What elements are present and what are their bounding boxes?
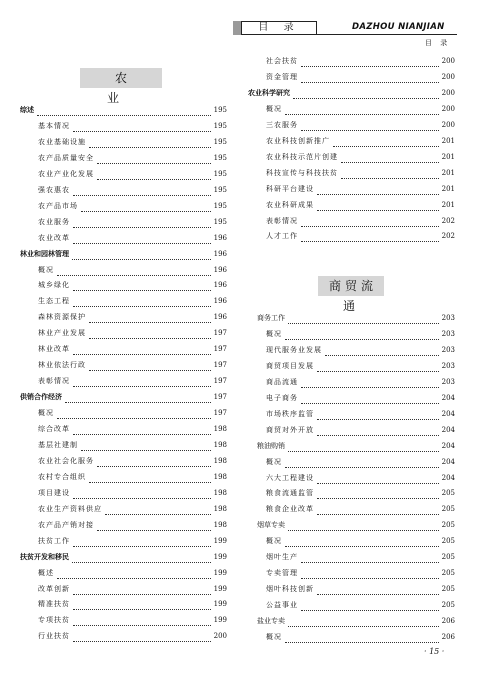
toc-entry xyxy=(38,265,227,276)
toc-entry xyxy=(266,56,455,67)
toc-entry xyxy=(38,584,227,595)
toc-entry-page: 205 xyxy=(441,553,455,562)
dot-leader xyxy=(72,556,211,563)
toc-entry xyxy=(38,185,227,196)
toc-entry-label: 生态工程 xyxy=(38,297,70,306)
toc-entry xyxy=(38,424,227,435)
dot-leader xyxy=(73,619,211,626)
toc-entry-page: 195 xyxy=(213,153,227,162)
toc-entry-page: 196 xyxy=(213,233,227,242)
dot-leader xyxy=(73,635,211,642)
toc-entry-page: 197 xyxy=(213,377,227,386)
toc-entry-label: 精准扶贫 xyxy=(38,600,70,609)
toc-entry-page: 201 xyxy=(441,136,455,145)
toc-entry-label: 农业科技示范片创建 xyxy=(266,152,338,161)
dot-leader xyxy=(73,237,211,244)
toc-entry-page: 199 xyxy=(213,536,227,545)
toc-entry xyxy=(266,231,455,242)
toc-entry-label: 农产品市场 xyxy=(38,201,78,210)
dot-leader xyxy=(73,540,211,547)
toc-entry xyxy=(20,249,227,260)
dot-leader xyxy=(73,492,211,499)
toc-entry xyxy=(248,88,455,99)
toc-entry-label: 市场秩序监管 xyxy=(266,409,314,418)
toc-entry xyxy=(38,472,227,483)
toc-entry xyxy=(266,409,455,420)
dot-leader xyxy=(285,333,439,340)
toc-entry-page: 199 xyxy=(213,584,227,593)
toc-entry-page: 198 xyxy=(213,520,227,529)
toc-entry-label: 电子商务 xyxy=(266,393,298,402)
dot-leader xyxy=(317,588,439,595)
toc-entry-page: 200 xyxy=(213,632,227,641)
toc-entry-label: 农产品产销对接 xyxy=(38,520,94,529)
dot-leader xyxy=(317,477,439,484)
toc-entry-page: 195 xyxy=(213,185,227,194)
toc-entry-page: 206 xyxy=(441,617,455,626)
toc-entry xyxy=(266,393,455,404)
dot-leader xyxy=(73,380,211,387)
toc-entry-page: 204 xyxy=(441,473,455,482)
toc-entry-page: 200 xyxy=(441,120,455,129)
toc-entry-label: 表彰情况 xyxy=(38,377,70,386)
dot-leader xyxy=(73,603,211,610)
toc-entry xyxy=(266,152,455,163)
toc-entry xyxy=(266,345,455,356)
toc-entry-page: 204 xyxy=(441,425,455,434)
toc-entry-label: 烟叶科技创新 xyxy=(266,585,314,594)
toc-entry xyxy=(266,632,455,643)
toc-entry-page: 205 xyxy=(441,601,455,610)
toc-entry xyxy=(38,344,227,355)
dot-leader xyxy=(97,524,211,531)
toc-entry-label: 六大工程建设 xyxy=(266,473,314,482)
toc-entry-label: 强农惠农 xyxy=(38,185,70,194)
toc-entry-label: 资金管理 xyxy=(266,72,298,81)
toc-entry xyxy=(266,552,455,563)
dot-leader xyxy=(73,428,211,435)
dot-leader xyxy=(285,636,439,643)
header-book-name: DAZHOU NIANJIAN xyxy=(352,22,445,32)
header-rule xyxy=(317,34,457,35)
dot-leader xyxy=(72,253,211,260)
toc-entry-page: 196 xyxy=(213,313,227,322)
toc-entry-label: 专卖管理 xyxy=(266,569,298,578)
toc-entry xyxy=(38,360,227,371)
toc-entry-label: 社会扶贫 xyxy=(266,57,298,65)
toc-entry-page: 201 xyxy=(441,200,455,209)
toc-entry-label: 商贸项目发展 xyxy=(266,361,314,370)
toc-entry-label: 粮油购销 xyxy=(257,441,285,450)
toc-entry-label: 基层社建制 xyxy=(38,440,78,449)
dot-leader xyxy=(73,348,211,355)
toc-entry xyxy=(266,104,455,115)
toc-entry xyxy=(38,280,227,291)
toc-entry-page: 195 xyxy=(213,137,227,146)
toc-entry-page: 203 xyxy=(441,361,455,370)
toc-entry xyxy=(257,616,455,627)
toc-entry-label: 农村专合组织 xyxy=(38,472,86,481)
toc-entry-page: 196 xyxy=(213,281,227,290)
dot-leader xyxy=(89,364,211,371)
dot-leader xyxy=(288,445,439,452)
toc-entry-label: 农业社会化服务 xyxy=(38,456,94,465)
toc-entry xyxy=(266,168,455,179)
toc-entry-label: 概况 xyxy=(266,633,282,641)
toc-entry xyxy=(38,488,227,499)
toc-entry-label: 烟草专卖 xyxy=(257,521,285,530)
toc-entry-page: 205 xyxy=(441,537,455,546)
toc-entry-page: 205 xyxy=(441,569,455,578)
dot-leader xyxy=(57,412,211,419)
dot-leader xyxy=(57,269,211,276)
dot-leader xyxy=(73,221,211,228)
toc-entry xyxy=(266,584,455,595)
toc-entry xyxy=(38,504,227,515)
dot-leader xyxy=(301,397,439,404)
toc-entry-label: 农业改革 xyxy=(38,233,70,242)
toc-entry-page: 199 xyxy=(213,600,227,609)
dot-leader xyxy=(285,540,439,547)
toc-entry xyxy=(38,408,227,419)
toc-entry xyxy=(266,136,455,147)
dot-leader xyxy=(317,429,439,436)
toc-entry-page: 197 xyxy=(213,345,227,354)
toc-entry-label: 三农服务 xyxy=(266,120,298,129)
toc-entry-label: 专项扶贫 xyxy=(38,616,70,625)
toc-entry-label: 城乡绿化 xyxy=(38,281,70,290)
toc-entry xyxy=(38,328,227,339)
toc-entry xyxy=(38,169,227,180)
toc-entry xyxy=(38,137,227,148)
toc-entry xyxy=(266,184,455,195)
toc-entry-page: 203 xyxy=(441,329,455,338)
toc-entry-page: 197 xyxy=(213,393,227,402)
dot-leader xyxy=(89,316,211,323)
toc-entry-page: 203 xyxy=(441,377,455,386)
toc-entry-page: 204 xyxy=(441,457,455,466)
toc-entry xyxy=(38,121,227,132)
toc-entry xyxy=(266,473,455,484)
toc-entry xyxy=(257,441,455,452)
toc-entry-page: 199 xyxy=(213,552,227,561)
toc-entry-page: 204 xyxy=(441,441,455,450)
toc-entry-page: 197 xyxy=(213,361,227,370)
toc-entry xyxy=(38,217,227,228)
toc-entry-label: 农产品质量安全 xyxy=(38,153,94,162)
toc-entry-page: 206 xyxy=(441,633,455,641)
toc-entry xyxy=(38,201,227,212)
dot-leader xyxy=(341,156,439,163)
toc-entry xyxy=(38,312,227,323)
toc-entry xyxy=(20,105,227,116)
toc-entry-page: 203 xyxy=(441,314,455,322)
toc-entry xyxy=(266,600,455,611)
toc-entry-label: 综述 xyxy=(20,106,34,114)
toc-entry-label: 粮食流通监管 xyxy=(266,489,314,498)
toc-entry-page: 205 xyxy=(441,585,455,594)
toc-entry xyxy=(38,153,227,164)
dot-leader xyxy=(341,172,439,179)
dot-leader xyxy=(73,125,211,132)
dot-leader xyxy=(301,556,439,563)
toc-entry xyxy=(38,615,227,626)
toc-entry xyxy=(266,216,455,227)
toc-entry-page: 198 xyxy=(213,504,227,513)
toc-entry xyxy=(257,520,455,531)
toc-entry-label: 粮食企业改革 xyxy=(266,505,314,514)
toc-entry xyxy=(266,457,455,468)
dot-leader xyxy=(317,508,439,515)
toc-entry-label: 农业基础设施 xyxy=(38,137,86,146)
toc-entry-page: 198 xyxy=(213,488,227,497)
toc-entry-label: 森林资源保护 xyxy=(38,313,86,322)
toc-entry-page: 196 xyxy=(213,265,227,274)
dot-leader xyxy=(301,235,439,242)
toc-entry-label: 公益事业 xyxy=(266,601,298,610)
toc-entry-label: 农业生产资料供应 xyxy=(38,504,102,513)
toc-entry-label: 概况 xyxy=(38,409,54,418)
dot-leader xyxy=(301,604,439,611)
toc-entry xyxy=(38,599,227,610)
toc-entry xyxy=(266,200,455,211)
section-banner-agriculture: 农 业 xyxy=(80,68,162,88)
toc-entry-label: 商贸对外开放 xyxy=(266,425,314,434)
toc-entry xyxy=(266,536,455,547)
toc-entry-page: 201 xyxy=(441,152,455,161)
toc-entry-page: 197 xyxy=(213,329,227,338)
section-banner-commerce: 商贸流通 xyxy=(318,276,384,296)
dot-leader xyxy=(73,588,211,595)
toc-entry-page: 195 xyxy=(213,169,227,178)
dot-leader xyxy=(73,300,211,307)
dot-leader xyxy=(57,572,211,579)
toc-entry-page: 204 xyxy=(441,393,455,402)
page-number: · 15 · xyxy=(424,647,445,656)
dot-leader xyxy=(285,461,439,468)
dot-leader xyxy=(89,332,211,339)
toc-entry-label: 项目建设 xyxy=(38,488,70,497)
toc-entry xyxy=(38,536,227,547)
toc-entry-label: 现代服务业发展 xyxy=(266,345,322,354)
toc-entry-label: 扶贫开发和移民 xyxy=(20,552,69,561)
dot-leader xyxy=(333,140,439,147)
toc-entry-label: 行业扶贫 xyxy=(38,632,70,641)
toc-entry-page: 205 xyxy=(441,489,455,498)
toc-entry-page: 198 xyxy=(213,425,227,433)
dot-leader xyxy=(301,124,439,131)
toc-entry xyxy=(266,72,455,83)
toc-entry-label: 农业科技创新推广 xyxy=(266,136,330,145)
dot-leader xyxy=(285,108,439,115)
toc-entry xyxy=(266,568,455,579)
toc-entry-label: 商务工作 xyxy=(257,314,285,322)
dot-leader xyxy=(81,444,211,451)
header-gray-bar xyxy=(233,21,241,35)
toc-entry-page: 203 xyxy=(441,345,455,354)
toc-entry-label: 农业服务 xyxy=(38,217,70,226)
toc-entry xyxy=(20,552,227,563)
dot-leader xyxy=(317,413,439,420)
toc-entry-page: 198 xyxy=(213,440,227,449)
dot-leader xyxy=(81,205,211,212)
dot-leader xyxy=(301,76,439,83)
dot-leader xyxy=(288,317,439,324)
dot-leader xyxy=(288,620,439,627)
toc-entry-label: 改革创新 xyxy=(38,584,70,593)
toc-entry-label: 烟叶生产 xyxy=(266,553,298,562)
toc-entry-label: 农业科研成果 xyxy=(266,200,314,209)
toc-entry-page: 202 xyxy=(441,232,455,241)
toc-entry xyxy=(38,233,227,244)
toc-entry-label: 人才工作 xyxy=(266,232,298,241)
toc-entry-label: 表彰情况 xyxy=(266,216,298,225)
toc-entry-label: 科研平台建设 xyxy=(266,184,314,193)
toc-entry-page: 195 xyxy=(213,121,227,130)
toc-entry-page: 200 xyxy=(441,72,455,81)
toc-entry-label: 综合改革 xyxy=(38,425,70,433)
toc-entry-label: 林业和园林管理 xyxy=(20,249,69,258)
toc-entry xyxy=(38,440,227,451)
toc-entry-page: 205 xyxy=(441,505,455,514)
header-title: 目 录 xyxy=(241,21,317,35)
toc-entry-page: 195 xyxy=(213,201,227,210)
toc-entry xyxy=(266,329,455,340)
toc-entry-page: 198 xyxy=(213,472,227,481)
dot-leader xyxy=(73,189,211,196)
toc-entry-label: 农业科学研究 xyxy=(248,88,290,97)
dot-leader xyxy=(97,157,211,164)
toc-entry-page: 200 xyxy=(441,104,455,113)
toc-entry-page: 199 xyxy=(213,568,227,577)
dot-leader xyxy=(317,365,439,372)
toc-entry-label: 基本情况 xyxy=(38,121,70,130)
toc-entry xyxy=(257,313,455,324)
toc-entry-page: 205 xyxy=(441,521,455,530)
dot-leader xyxy=(89,476,211,483)
dot-leader xyxy=(317,492,439,499)
dot-leader xyxy=(105,508,211,515)
dot-leader xyxy=(317,188,439,195)
dot-leader xyxy=(293,92,439,99)
toc-entry xyxy=(38,631,227,642)
toc-entry-page: 196 xyxy=(213,297,227,306)
toc-entry-page: 200 xyxy=(441,88,455,97)
toc-entry-label: 盐业专卖 xyxy=(257,617,285,626)
toc-entry-label: 林业改革 xyxy=(38,345,70,354)
toc-entry xyxy=(38,376,227,387)
toc-entry-page: 204 xyxy=(441,409,455,418)
toc-entry xyxy=(266,504,455,515)
toc-entry-label: 林业产业发展 xyxy=(38,329,86,338)
toc-entry-label: 概况 xyxy=(266,537,282,546)
toc-entry xyxy=(38,568,227,579)
dot-leader xyxy=(301,381,439,388)
toc-entry-page: 201 xyxy=(441,168,455,177)
dot-leader xyxy=(97,173,211,180)
dot-leader xyxy=(65,396,211,403)
dot-leader xyxy=(301,572,439,579)
toc-entry-page: 195 xyxy=(213,217,227,226)
dot-leader xyxy=(73,284,211,291)
dot-leader xyxy=(37,109,211,116)
toc-entry-label: 概况 xyxy=(266,104,282,113)
toc-entry-label: 概述 xyxy=(38,568,54,577)
toc-entry-page: 195 xyxy=(213,106,227,114)
toc-entry-page: 201 xyxy=(441,184,455,193)
toc-entry-label: 扶贫工作 xyxy=(38,536,70,545)
toc-entry xyxy=(266,425,455,436)
dot-leader xyxy=(317,204,439,211)
toc-entry xyxy=(266,377,455,388)
dot-leader xyxy=(288,524,439,531)
toc-entry-page: 199 xyxy=(213,616,227,625)
dot-leader xyxy=(97,460,211,467)
toc-entry-label: 农业产业化发展 xyxy=(38,169,94,178)
toc-entry-label: 概况 xyxy=(266,457,282,466)
toc-entry xyxy=(266,120,455,131)
toc-entry xyxy=(38,456,227,467)
toc-entry-label: 林业依法行政 xyxy=(38,361,86,370)
toc-entry-page: 200 xyxy=(441,57,455,65)
toc-entry-page: 196 xyxy=(213,249,227,258)
toc-entry-label: 概况 xyxy=(38,265,54,274)
dot-leader xyxy=(89,141,211,148)
toc-entry-page: 202 xyxy=(441,216,455,225)
toc-entry-label: 供销合作经济 xyxy=(20,393,62,402)
toc-entry-label: 科技宣传与科技扶贫 xyxy=(266,168,338,177)
toc-entry-page: 197 xyxy=(213,409,227,418)
toc-entry xyxy=(266,488,455,499)
toc-entry xyxy=(20,392,227,403)
toc-entry-label: 概况 xyxy=(266,329,282,338)
toc-entry xyxy=(38,296,227,307)
dot-leader xyxy=(301,60,439,67)
toc-entry xyxy=(38,520,227,531)
toc-entry xyxy=(266,361,455,372)
dot-leader xyxy=(325,349,439,356)
dot-leader xyxy=(301,220,439,227)
toc-entry-label: 商品流通 xyxy=(266,377,298,386)
header-subtitle: 目 录 xyxy=(425,39,451,47)
toc-entry-page: 198 xyxy=(213,456,227,465)
